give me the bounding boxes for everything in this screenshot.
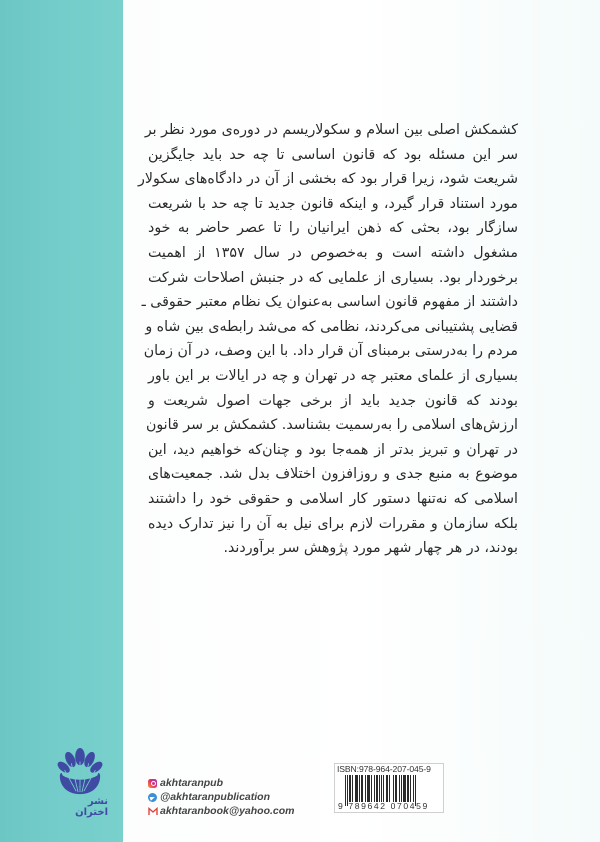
telegram-handle: @akhtaranpublication xyxy=(160,791,271,803)
instagram-icon xyxy=(148,779,157,788)
blurb-line: بسیاری از علمای معتبر چه در تهران و چه در ایالات بر این باور xyxy=(148,367,518,384)
blurb-line: بودند که قانون جدید باید از برخی جهات اصول شریعت و xyxy=(148,392,518,409)
peacock-fan-logo-icon xyxy=(57,748,103,796)
blurb-line: بودند، در هر چهار شهر مورد پژوهش سر برآوردند. xyxy=(223,540,518,557)
email-address: akhtaranbook@yahoo.com xyxy=(160,805,295,817)
blurb-line: بلکه سازمان و مقررات لازم برای نیل به آن را نیز تدارک دیده xyxy=(148,515,518,532)
instagram-handle: akhtaranpub xyxy=(160,777,224,789)
blurb-line: داشتند از مفهوم قانون اساسی به‌عنوان یک نظام معتبر حقوقی ـ xyxy=(141,294,518,311)
publisher-name: نشر اختران xyxy=(75,796,108,818)
blurb-line: موضوع به منبع جدی و روزافزون اختلاف بدل شد. جمعیت‌های xyxy=(148,466,518,483)
blurb-line: ارزش‌های اسلامی را به‌رسمیت بشناسد. کشمکش بر سر قانون xyxy=(145,417,518,434)
isbn-label: ISBN:978-964-207-045-9 xyxy=(337,764,431,774)
cover-spine-panel xyxy=(0,0,123,842)
publisher-contacts xyxy=(148,776,295,818)
contact-email[interactable] xyxy=(148,804,295,818)
barcode-bars xyxy=(345,775,417,802)
blurb-line: در تهران و تبریز بدتر از همه‌جا بود و چنان‌که خواهیم دید، این xyxy=(148,441,518,458)
blurb-line: مشغول داشته است و به‌خصوص در سال ۱۳۵۷ از اهمیت xyxy=(148,244,518,261)
blurb-line: سر این مسئله بود که قانون اساسی تا چه حد باید جایگزین xyxy=(148,146,518,163)
blurb-line: سازگار بود، بحثی که ذهن ایرانیان را تا عصر حاضر به خود xyxy=(148,220,518,237)
ean-digits: 9 789642 070459 xyxy=(338,801,429,811)
mail-icon xyxy=(148,807,157,816)
publisher-logo xyxy=(52,748,108,818)
back-cover-blurb xyxy=(138,118,518,561)
contact-instagram[interactable] xyxy=(148,776,295,790)
blurb-line: مورد استناد قرار گیرد، و اینکه قانون جدید تا چه حد با شریعت xyxy=(148,195,518,212)
contact-telegram[interactable] xyxy=(148,790,295,804)
blurb-line: برخوردار بود. بسیاری از علمایی که در جنبش اصلاحات شرکت xyxy=(148,269,518,286)
telegram-icon xyxy=(148,793,157,802)
blurb-line: کشمکش اصلی بین اسلام و سکولاریسم در دوره‌ی مورد نظر بر xyxy=(144,122,518,138)
blurb-line: مردم را به‌درستی برمبنای آن قرار داد. با این وصف، در آن زمان xyxy=(143,343,518,360)
blurb-line: شریعت شود، زیرا قرار بود که بخشی از آن در دادگاه‌های سکولار xyxy=(138,171,518,188)
blurb-line: قضایی پشتیبانی می‌کردند، نظامی که می‌شد رابطه‌ی بین شاه و xyxy=(145,318,518,335)
blurb-line: اسلامی که نه‌تنها دستور کار اسلامی و حقوقی خود را داشتند xyxy=(148,490,518,507)
isbn-barcode xyxy=(334,763,444,813)
